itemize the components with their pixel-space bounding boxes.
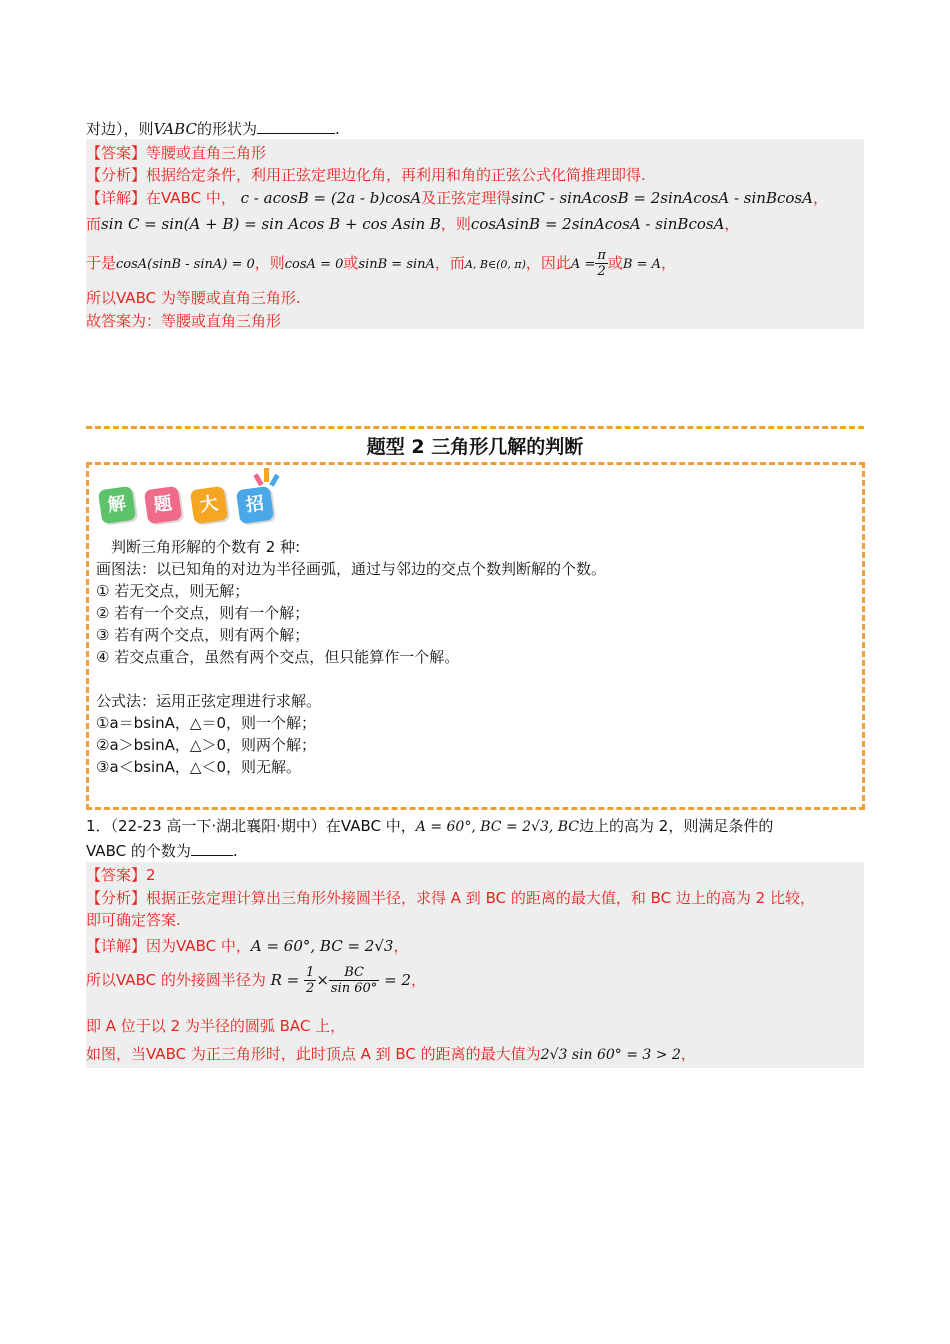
detail-text: ，而 <box>434 254 465 272</box>
detail-text: ，则 <box>254 254 285 272</box>
fraction-denominator: sin 60° <box>330 981 378 996</box>
tips-line: ②a＞bsinA，△＞0，则两个解； <box>96 736 316 754</box>
detail-line-2d <box>86 1043 696 1064</box>
detail-text: 如图，当VABC 为正三角形时，此时顶点 A 到 BC 的距离的最大值为 <box>86 1045 541 1063</box>
analysis-line-1: 【分析】根据给定条件，利用正弦定理边化角，再利用和角的正弦公式化简推理即得. <box>86 166 646 184</box>
detail-math: sinB = sinA <box>358 257 435 272</box>
detail-math: × <box>316 971 329 989</box>
detail-math: A, B∈(0, π) <box>464 258 526 271</box>
detail-text: ， <box>661 254 677 272</box>
tips-line: 判断三角形解的个数有 2 种: <box>96 538 301 556</box>
section-divider <box>86 426 864 429</box>
analysis-line-2a: 【分析】根据正弦定理计算出三角形外接圆半径，求得 A 到 BC 的距离的最大值，和 BC 边上的高为 2 比较， <box>86 889 815 907</box>
analysis-line-2b: 即可确定答案. <box>86 911 181 929</box>
detail-text: 所以VABC 的外接圆半径为 <box>86 971 266 989</box>
detail-text: ， <box>812 189 828 207</box>
section-title: 题型 2 三角形几解的判断 <box>366 436 584 458</box>
question-text: . <box>232 842 238 860</box>
detail-text: ， <box>724 215 740 233</box>
detail-text: 于是 <box>86 254 117 272</box>
triangle-symbol: VABC <box>153 120 197 138</box>
detail-math: 2√3 sin 60° = 3 > 2 <box>540 1047 681 1063</box>
detail-text: 而 <box>86 215 102 233</box>
answer-blank <box>191 841 233 856</box>
detail-text: 【详解】在VABC 中， <box>86 189 236 207</box>
question-tail-prefix: 对边），则 <box>86 120 154 138</box>
tips-line: 画图法：以已知角的对边为半径画弧，通过与邻边的交点个数判断解的个数。 <box>96 560 607 578</box>
detail-math: sinC - sinAcosB = 2sinAcosA - sinBcosA <box>511 189 813 207</box>
fraction-numerator: BC <box>329 965 379 981</box>
detail-math: cosA = 0 <box>284 257 344 272</box>
question-text: 边上的高为 2，则满足条件的 <box>579 817 774 835</box>
half-fraction <box>304 965 316 996</box>
detail-text: 【详解】因为VABC 中， <box>86 937 251 955</box>
detail-line-2b <box>86 965 426 996</box>
tips-line: ③ 若有两个交点，则有两个解； <box>96 626 310 644</box>
fraction-denominator: 2 <box>597 264 606 279</box>
answer-line-2: 【答案】2 <box>86 866 156 884</box>
answer-line-1: 【答案】等腰或直角三角形 <box>86 144 267 162</box>
question-text: 1．（22-23 高一下·湖北襄阳·期中）在VABC 中， <box>86 817 416 835</box>
badge-da: 大 <box>190 486 228 524</box>
fraction-numerator: 1 <box>306 965 315 980</box>
badge-jie: 解 <box>98 486 136 524</box>
pi-over-two-fraction <box>595 248 608 279</box>
detail-math: sin C = sin(A + B) = sin Acos B + cos Asin B <box>101 215 441 233</box>
question-1-line-1 <box>86 815 773 836</box>
tips-line: ① 若无交点，则无解； <box>96 582 250 600</box>
tips-content <box>96 536 606 778</box>
detail-line-1b <box>86 213 739 234</box>
detail-text: ，则 <box>440 215 471 233</box>
badge-ti: 题 <box>144 486 182 524</box>
detail-text: 及正弦定理得 <box>421 189 512 207</box>
detail-line-2a <box>86 935 408 956</box>
detail-math: c - acosB = (2a - b)cosA <box>240 189 422 207</box>
detail-text: 或 <box>343 254 359 272</box>
fraction-numerator: π <box>597 248 606 263</box>
detail-math: R = <box>270 971 300 989</box>
detail-text: ， <box>393 937 409 955</box>
answer-blank <box>257 119 335 134</box>
badge-zhao: 招 <box>236 486 274 524</box>
detail-text: ，因此 <box>525 254 571 272</box>
detail-text: ， <box>410 971 426 989</box>
question-tail-line <box>86 118 340 139</box>
bc-over-sin-fraction <box>329 965 379 996</box>
question-tail-end: . <box>334 120 340 138</box>
tips-line: 公式法：运用正弦定理进行求解。 <box>96 692 322 710</box>
fraction-denominator: 2 <box>306 981 315 996</box>
detail-line-1a <box>86 187 828 208</box>
detail-math: A = <box>570 257 596 272</box>
detail-line-2c: 即 A 位于以 2 为半径的圆弧 BAC 上， <box>86 1017 346 1035</box>
question-math: A = 60°, BC = 2√3, BC <box>415 819 580 835</box>
tips-line: ④ 若交点重合，虽然有两个交点，但只能算作一个解。 <box>96 648 460 666</box>
detail-line-1c <box>86 248 676 279</box>
detail-math: A = 60°, BC = 2√3 <box>250 937 394 955</box>
tips-line: ③a＜bsinA，△＜0，则无解。 <box>96 758 301 776</box>
question-1-line-2 <box>86 840 238 861</box>
question-tail-suffix: 的形状为 <box>196 120 257 138</box>
detail-text: 或 <box>607 254 623 272</box>
detail-math: = 2 <box>384 971 411 989</box>
tips-line: ② 若有一个交点，则有一个解； <box>96 604 310 622</box>
detail-text: ， <box>680 1045 696 1063</box>
tips-spacer <box>96 668 606 690</box>
detail-line-1d: 所以VABC 为等腰或直角三角形. <box>86 289 301 307</box>
detail-line-1e: 故答案为：等腰或直角三角形 <box>86 312 282 330</box>
tips-line: ①a＝bsinA，△＝0，则一个解； <box>96 714 316 732</box>
question-text: VABC 的个数为 <box>86 842 191 860</box>
detail-math: cosA(sinB - sinA) = 0 <box>116 257 255 272</box>
detail-math: B = A <box>622 257 662 272</box>
detail-math: cosAsinB = 2sinAcosA - sinBcosA <box>470 215 725 233</box>
sparkle-icon <box>252 466 282 492</box>
